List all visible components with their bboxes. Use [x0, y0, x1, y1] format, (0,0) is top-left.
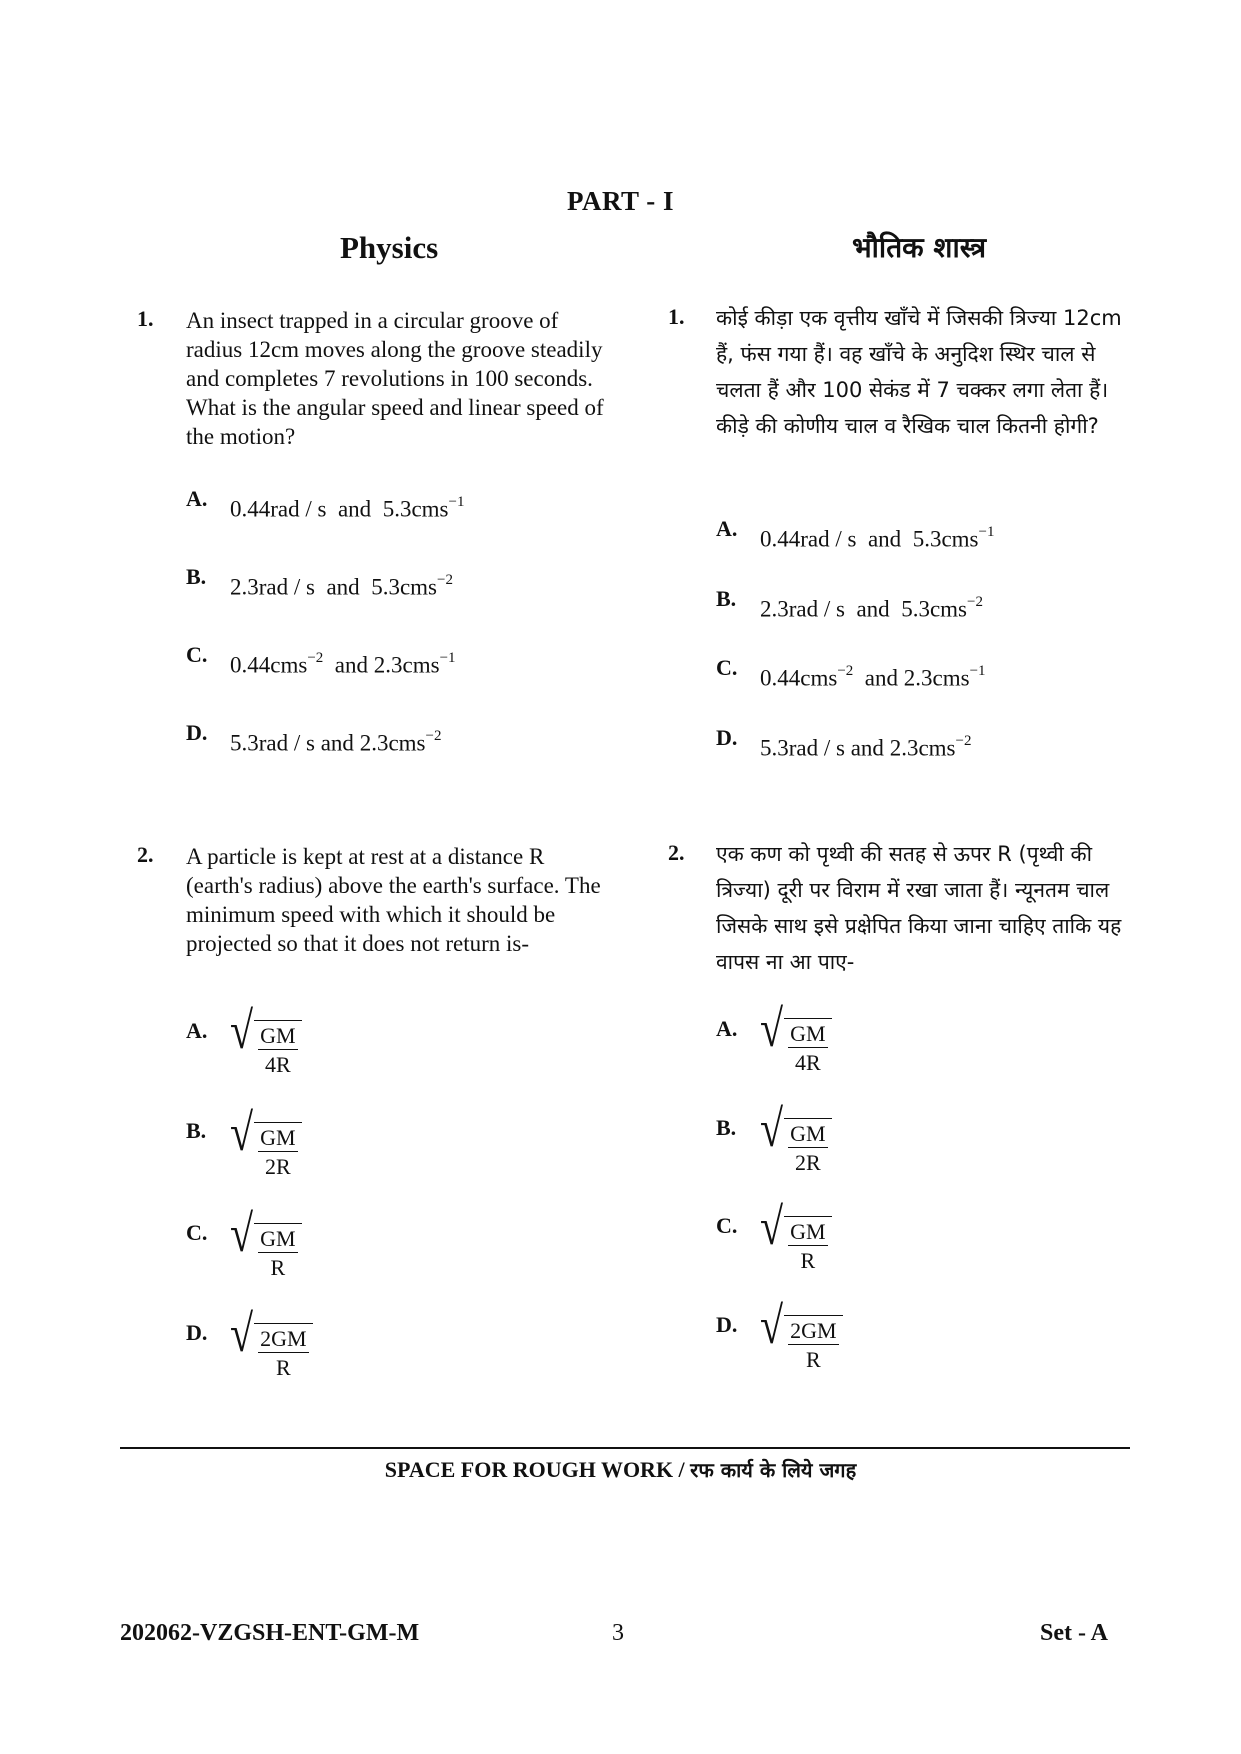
question-number: 2. [137, 842, 154, 867]
question-number: 1. [137, 306, 154, 331]
option-d-text: 5.3rad / s and 2.3cms$^{-2}$ [760, 733, 972, 761]
option-b-text: 2.3rad / s and 5.3cms$^{-2}$ [760, 594, 983, 622]
page-number: 3 [612, 1620, 624, 1646]
option-d-text: 5.3rad / s and 2.3cms$^{-2}$ [230, 728, 442, 756]
question-text: An insect trapped in a circular groove of radius 12cm moves along the groove steadily and completes 7 revolutions in 100 seconds. What is the angular speed and linear speed of the motion? [186, 308, 604, 449]
subject-title-english: Physics [340, 230, 439, 265]
option-c-formula: √ $\frac{GM}{R}$ [230, 1223, 302, 1281]
option-a-text: 0.44rad / s and 5.3cms$^{-1}$ [760, 524, 995, 552]
option-label: C. [716, 1213, 738, 1238]
option-label: A. [716, 1016, 738, 1041]
question-text: A particle is kept at rest at a distance R (earth's radius) above the earth's surface. The minimum speed with which it should be projected so that it does not return is- [186, 844, 601, 956]
option-b-formula: √ $\frac{GM}{2R}$ [230, 1122, 302, 1180]
option-b-text: 2.3rad / s and 5.3cms$^{-2}$ [230, 572, 453, 600]
option-label: B. [186, 564, 207, 589]
option-c-text: 0.44cms$^{-2}$ and 2.3cms$^{-1}$ [230, 650, 456, 678]
subject-title-hindi: भौतिक शास्त्र [852, 231, 987, 264]
option-b-formula: √ $\frac{GM}{2R}$ [760, 1118, 832, 1176]
option-label: C. [186, 1220, 208, 1245]
question-text: कोई कीड़ा एक वृत्तीय खाँचे में जिसकी त्रिज्या 12cm हैं, फंस गया हैं। वह खाँचे के अनुदिश स्थिर चाल से चलता हैं और 100 सेकंड में 7 चक्कर लगा लेता हैं। कीड़े की कोणीय चाल व रैखिक चाल कितनी होगी? [716, 306, 1122, 438]
option-label: B. [716, 1115, 737, 1140]
rough-work-heading: SPACE FOR ROUGH WORK / रफ कार्य के लिये जगह [384, 1457, 857, 1482]
option-label: A. [186, 1018, 208, 1043]
option-d-formula: √ $\frac{2GM}{R}$ [230, 1323, 313, 1381]
option-label: B. [186, 1118, 207, 1143]
option-d-formula: √ $\frac{2GM}{R}$ [760, 1315, 843, 1373]
option-a-formula: √ $\frac{GM}{4R}$ [230, 1020, 302, 1078]
rough-work-divider [120, 1447, 1130, 1449]
option-label: A. [716, 516, 738, 541]
option-c-text: 0.44cms$^{-2}$ and 2.3cms$^{-1}$ [760, 663, 986, 691]
option-a-text: 0.44rad / s and 5.3cms$^{-1}$ [230, 494, 465, 522]
option-c-formula: √ $\frac{GM}{R}$ [760, 1216, 832, 1274]
option-label: D. [186, 720, 208, 745]
set-label: Set - A [1040, 1620, 1108, 1646]
part-title: PART - I [566, 186, 675, 216]
question-text: एक कण को पृथ्वी की सतह से ऊपर R (पृथ्वी की त्रिज्या) दूरी पर विराम में रखा जाता हैं। न्यूनतम चाल जिसके साथ इसे प्रक्षेपित किया जाना चाहिए ताकि यह वापस ना आ पाए- [716, 842, 1122, 974]
footer-code: 202062-VZGSH-ENT-GM-M [120, 1620, 420, 1646]
option-label: A. [186, 486, 208, 511]
option-label: D. [716, 725, 738, 750]
option-label: C. [716, 655, 738, 680]
option-label: D. [186, 1320, 208, 1345]
option-label: D. [716, 1312, 738, 1337]
option-a-formula: √ $\frac{GM}{4R}$ [760, 1018, 832, 1076]
option-label: C. [186, 642, 208, 667]
question-number: 1. [668, 304, 685, 329]
question-number: 2. [668, 840, 685, 865]
option-label: B. [716, 586, 737, 611]
